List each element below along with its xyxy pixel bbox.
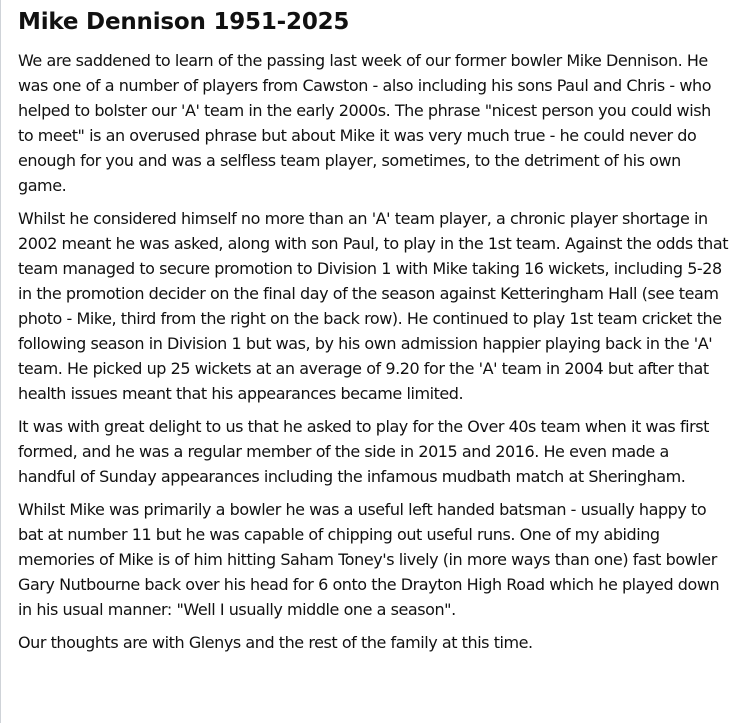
- article-paragraph-1: We are saddened to learn of the passing last week of our former bowler Mike Dennison. He was one of a number of players from Cawston - also including his sons Paul and Chris - who helped to bolster our 'A' team in the early 2000s. The phrase "nicest person you could wish to meet" is an overused phrase but about Mike it was very much true - he could never do enough for you and was a selfless team player, sometimes, to the detriment of his own game.: [18, 51, 712, 195]
- article-paragraph-3: It was with great delight to us that he asked to play for the Over 40s team when it was first formed, and he was a regular member of the side in 2015 and 2016. He even made a handful of Sunday appearances including the infamous mudbath match at Sheringham.: [18, 417, 709, 486]
- article-paragraph-2: Whilst he considered himself no more than an 'A' team player, a chronic player shortage in 2002 meant he was asked, along with son Paul, to play in the 1st team. Against the odds that team managed to secure promotion to Division 1 with Mike taking 16 wickets, including 5-28 in the promotion decider on the final day of the season against Ketteringham Hall (see team photo - Mike, third from the right on the back row). He continued to play 1st team cricket the following season in Division 1 but was, by his own admission happier playing back in the 'A' team. He picked up 25 wickets at an average of 9.20 for the 'A' team in 2004 but after that health issues meant that his appearances became limited.: [18, 209, 729, 403]
- article-title: Mike Dennison 1951-2025: [18, 9, 350, 35]
- article-paragraph-5: Our thoughts are with Glenys and the rest of the family at this time.: [18, 633, 533, 652]
- article-paragraph-4: Whilst Mike was primarily a bowler he was a useful left handed batsman - usually happy to bat at number 11 but he was capable of chipping out useful runs. One of my abiding memories of Mike is of him hitting Saham Toney's lively (in more ways than one) fast bowler Gary Nutbourne back over his head for 6 onto the Drayton High Road which he played down in his usual manner: "Well I usually middle one a season".: [18, 500, 720, 619]
